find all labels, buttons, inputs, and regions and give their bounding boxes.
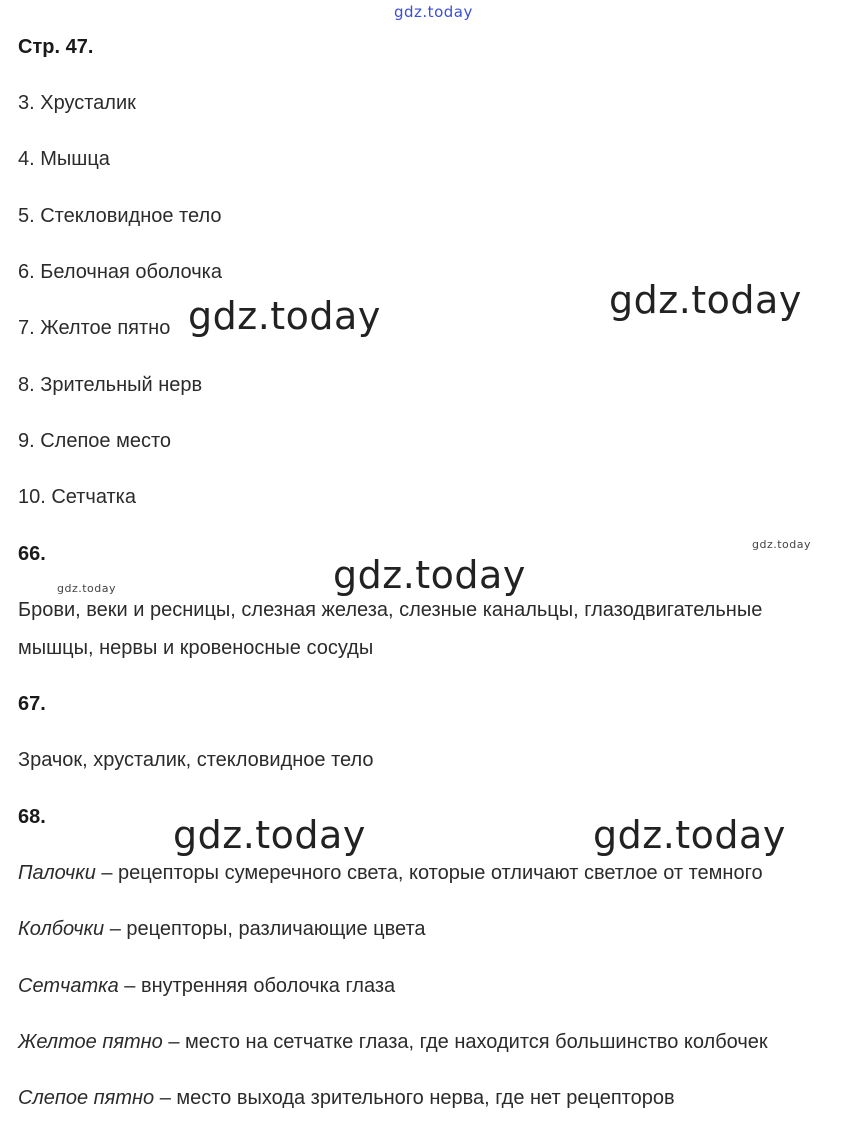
page-title: Стр. 47. bbox=[18, 36, 94, 58]
watermark: gdz.today bbox=[593, 813, 786, 857]
list-item: 3. Хрусталик bbox=[18, 92, 136, 114]
definition-term: Желтое пятно bbox=[18, 1031, 163, 1053]
definition-row bbox=[18, 861, 763, 885]
question-66-answer-line1: Брови, веки и ресницы, слезная железа, слезные канальцы, глазодвигательные bbox=[18, 599, 763, 621]
question-66-number: 66. bbox=[18, 543, 46, 565]
question-68-number: 68. bbox=[18, 806, 46, 828]
definition-row bbox=[18, 1086, 675, 1110]
watermark: gdz.today bbox=[609, 278, 802, 322]
question-67-answer: Зрачок, хрусталик, стекловидное тело bbox=[18, 749, 374, 771]
watermark: gdz.today bbox=[188, 294, 381, 338]
watermark: gdz.today bbox=[173, 813, 366, 857]
list-item: 6. Белочная оболочка bbox=[18, 261, 222, 283]
list-item: 10. Сетчатка bbox=[18, 486, 136, 508]
definition-text: – место выхода зрительного нерва, где нет рецепторов bbox=[154, 1087, 675, 1109]
list-item: 9. Слепое место bbox=[18, 430, 172, 452]
definition-row bbox=[18, 1030, 768, 1054]
definition-term: Слепое пятно bbox=[18, 1087, 155, 1109]
list-item: 8. Зрительный нерв bbox=[18, 374, 203, 396]
list-item: 5. Стекловидное тело bbox=[18, 205, 222, 227]
definition-term: Сетчатка bbox=[18, 975, 119, 997]
question-67-number: 67. bbox=[18, 693, 46, 715]
definition-row bbox=[18, 974, 395, 998]
question-66-answer-line2: мышцы, нервы и кровеносные сосуды bbox=[18, 637, 374, 659]
definition-text: – рецепторы, различающие цвета bbox=[104, 918, 426, 940]
watermark: gdz.today bbox=[333, 553, 526, 597]
definition-text: – рецепторы сумеречного света, которые отличают светлое от темного bbox=[95, 862, 763, 884]
definition-text: – место на сетчатке глаза, где находится большинство колбочек bbox=[162, 1031, 768, 1053]
watermark-small: gdz.today bbox=[752, 538, 812, 551]
definition-term: Колбочки bbox=[18, 918, 105, 940]
list-item: 4. Мышца bbox=[18, 148, 110, 170]
definition-text: – внутренняя оболочка глаза bbox=[118, 975, 396, 997]
definition-row bbox=[18, 917, 426, 941]
list-item: 7. Желтое пятно bbox=[18, 317, 171, 339]
definition-term: Палочки bbox=[18, 862, 96, 884]
watermark-small: gdz.today bbox=[57, 582, 117, 595]
watermark-top: gdz.today bbox=[394, 3, 473, 21]
